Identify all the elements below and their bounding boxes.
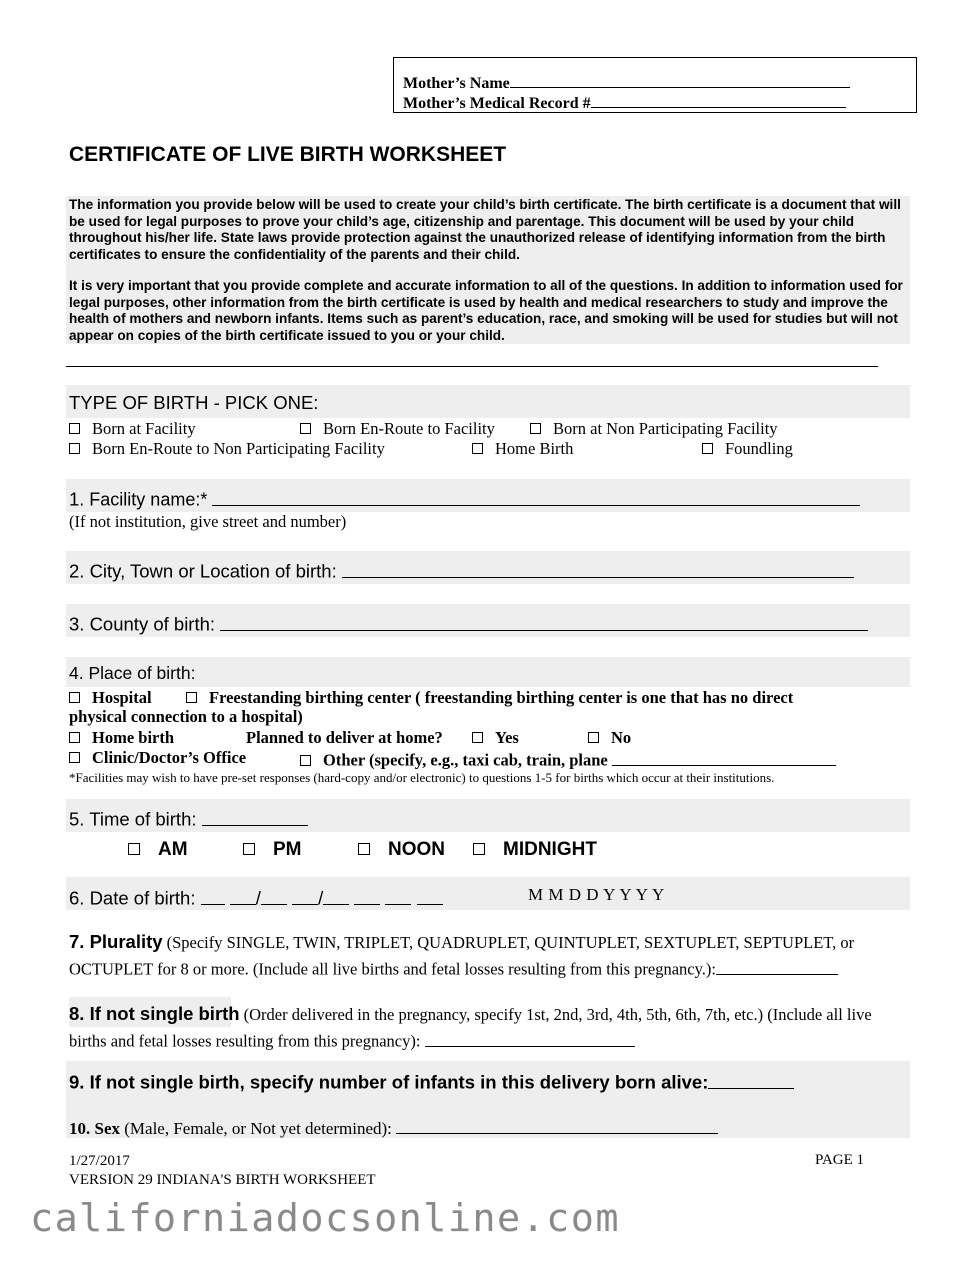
q7-line-2[interactable]: OCTUPLET for 8 or more. (Include all live births and fetal losses resulting from this pregnancy.):	[69, 957, 838, 980]
checkbox[interactable]	[69, 752, 80, 763]
checkbox[interactable]	[472, 732, 483, 743]
checkbox[interactable]	[300, 423, 311, 434]
checkbox[interactable]	[300, 755, 311, 766]
checkbox[interactable]	[530, 423, 541, 434]
checkbox[interactable]	[186, 692, 197, 703]
mother-name-field[interactable]	[403, 71, 850, 93]
option-freestanding[interactable]: Freestanding birthing center ( freestanding birthing center is one that has no direct	[186, 688, 793, 708]
q10-sex[interactable]: 10. Sex (Male, Female, or Not yet determined):	[69, 1116, 718, 1139]
q1-note: (If not institution, give street and number)	[69, 512, 347, 531]
q7-plurality: 7. Plurality (Specify SINGLE, TWIN, TRIPLET, QUADRUPLET, QUINTUPLET, SEXTUPLET, SEPTUPLET, or	[69, 931, 855, 952]
footer-page-number: PAGE 1	[815, 1152, 865, 1168]
footer-version: VERSION 29 INDIANA'S BIRTH WORKSHEET	[69, 1172, 376, 1188]
page-title: CERTIFICATE OF LIVE BIRTH WORKSHEET	[69, 143, 507, 166]
option-yes[interactable]: Yes	[472, 728, 519, 748]
q8-line-2[interactable]: births and fetal losses resulting from this pregnancy):	[69, 1029, 635, 1052]
option-home-birth-place[interactable]: Home birth	[69, 728, 174, 748]
checkbox[interactable]	[588, 732, 599, 743]
intro-paragraph-1: The information you provide below will be used to create your child’s birth certificate. The birth certificate is a document that will be used for legal purposes to prove your child’s age, citizenship and parentage. This document will be used by your child throughout his/her life. State laws provide protection against the unauthorized release of identifying information from the birth certificates to ensure the confidentiality of the parents and their child.	[69, 197, 901, 262]
option-other[interactable]: Other (specify, e.g., taxi cab, train, plane	[300, 748, 836, 771]
q1-facility-name[interactable]: 1. Facility name:*	[69, 486, 860, 511]
checkbox[interactable]	[69, 423, 80, 434]
option-midnight[interactable]: MIDNIGHT	[473, 839, 597, 861]
q2-city-of-birth[interactable]: 2. City, Town or Location of birth:	[69, 558, 854, 583]
option-clinic[interactable]: Clinic/Doctor’s Office	[69, 748, 246, 768]
freestanding-continuation: physical connection to a hospital)	[69, 707, 303, 726]
q4-footnote: *Facilities may wish to have pre-set responses (hard-copy and/or electronic) to questions 1-5 for births which occur at their institutions.	[69, 770, 775, 785]
mother-record-field[interactable]	[403, 91, 846, 113]
date-format: M M D D Y Y Y Y	[528, 885, 665, 904]
checkbox[interactable]	[473, 843, 485, 855]
option-am[interactable]: AM	[128, 839, 188, 861]
option-no[interactable]: No	[588, 728, 631, 748]
option-home-birth[interactable]: Home Birth	[472, 439, 573, 459]
q8-not-single: 8. If not single birth (Order delivered in the pregnancy, specify 1st, 2nd, 3rd, 4th, 5th, 6th, 7th, etc.) (Include all live	[69, 1003, 872, 1024]
checkbox[interactable]	[243, 843, 255, 855]
q9-infants-born-alive[interactable]: 9. If not single birth, specify number of infants in this delivery born alive:	[69, 1069, 794, 1094]
intro-paragraph-2: It is very important that you provide complete and accurate information to all of the questions. In addition to information used for legal purposes, other information from the birth certificate is used by health and medical researchers to study and improve the health of mothers and newborn infants. Items such as parent’s education, race, and smoking will be used for studies but will not appear on copies of the birth certificate issued to you or your child.	[69, 278, 903, 343]
planned-home-label: Planned to deliver at home?	[246, 728, 443, 747]
mother-name-label: Mother’s Name	[403, 75, 510, 92]
checkbox[interactable]	[69, 692, 80, 703]
footer-left	[69, 1152, 376, 1190]
checkbox[interactable]	[472, 443, 483, 454]
q5-time-of-birth[interactable]: 5. Time of birth:	[69, 806, 308, 831]
option-born-at-facility[interactable]: Born at Facility	[69, 419, 196, 439]
divider	[66, 366, 878, 367]
mother-record-label: Mother’s Medical Record #	[403, 95, 591, 112]
q6-date-of-birth[interactable]: 6. Date of birth: / /	[69, 885, 443, 910]
q4-label: 4. Place of birth:	[69, 663, 196, 683]
checkbox[interactable]	[128, 843, 140, 855]
option-foundling[interactable]: Foundling	[702, 439, 793, 459]
option-born-non-participating[interactable]: Born at Non Participating Facility	[530, 419, 778, 439]
q3-county-of-birth[interactable]: 3. County of birth:	[69, 611, 868, 636]
checkbox[interactable]	[702, 443, 713, 454]
watermark: californiadocsonline.com	[30, 1196, 620, 1241]
option-pm[interactable]: PM	[243, 839, 302, 861]
option-hospital[interactable]: Hospital	[69, 688, 152, 708]
footer-date: 1/27/2017	[69, 1153, 130, 1169]
type-of-birth-heading: TYPE OF BIRTH - PICK ONE:	[69, 392, 319, 413]
checkbox[interactable]	[358, 843, 370, 855]
checkbox[interactable]	[69, 443, 80, 454]
mother-info-box	[393, 57, 917, 113]
option-noon[interactable]: NOON	[358, 839, 445, 861]
option-born-en-route[interactable]: Born En-Route to Facility	[300, 419, 495, 439]
option-en-route-non-participating[interactable]: Born En-Route to Non Participating Facility	[69, 439, 385, 459]
checkbox[interactable]	[69, 732, 80, 743]
